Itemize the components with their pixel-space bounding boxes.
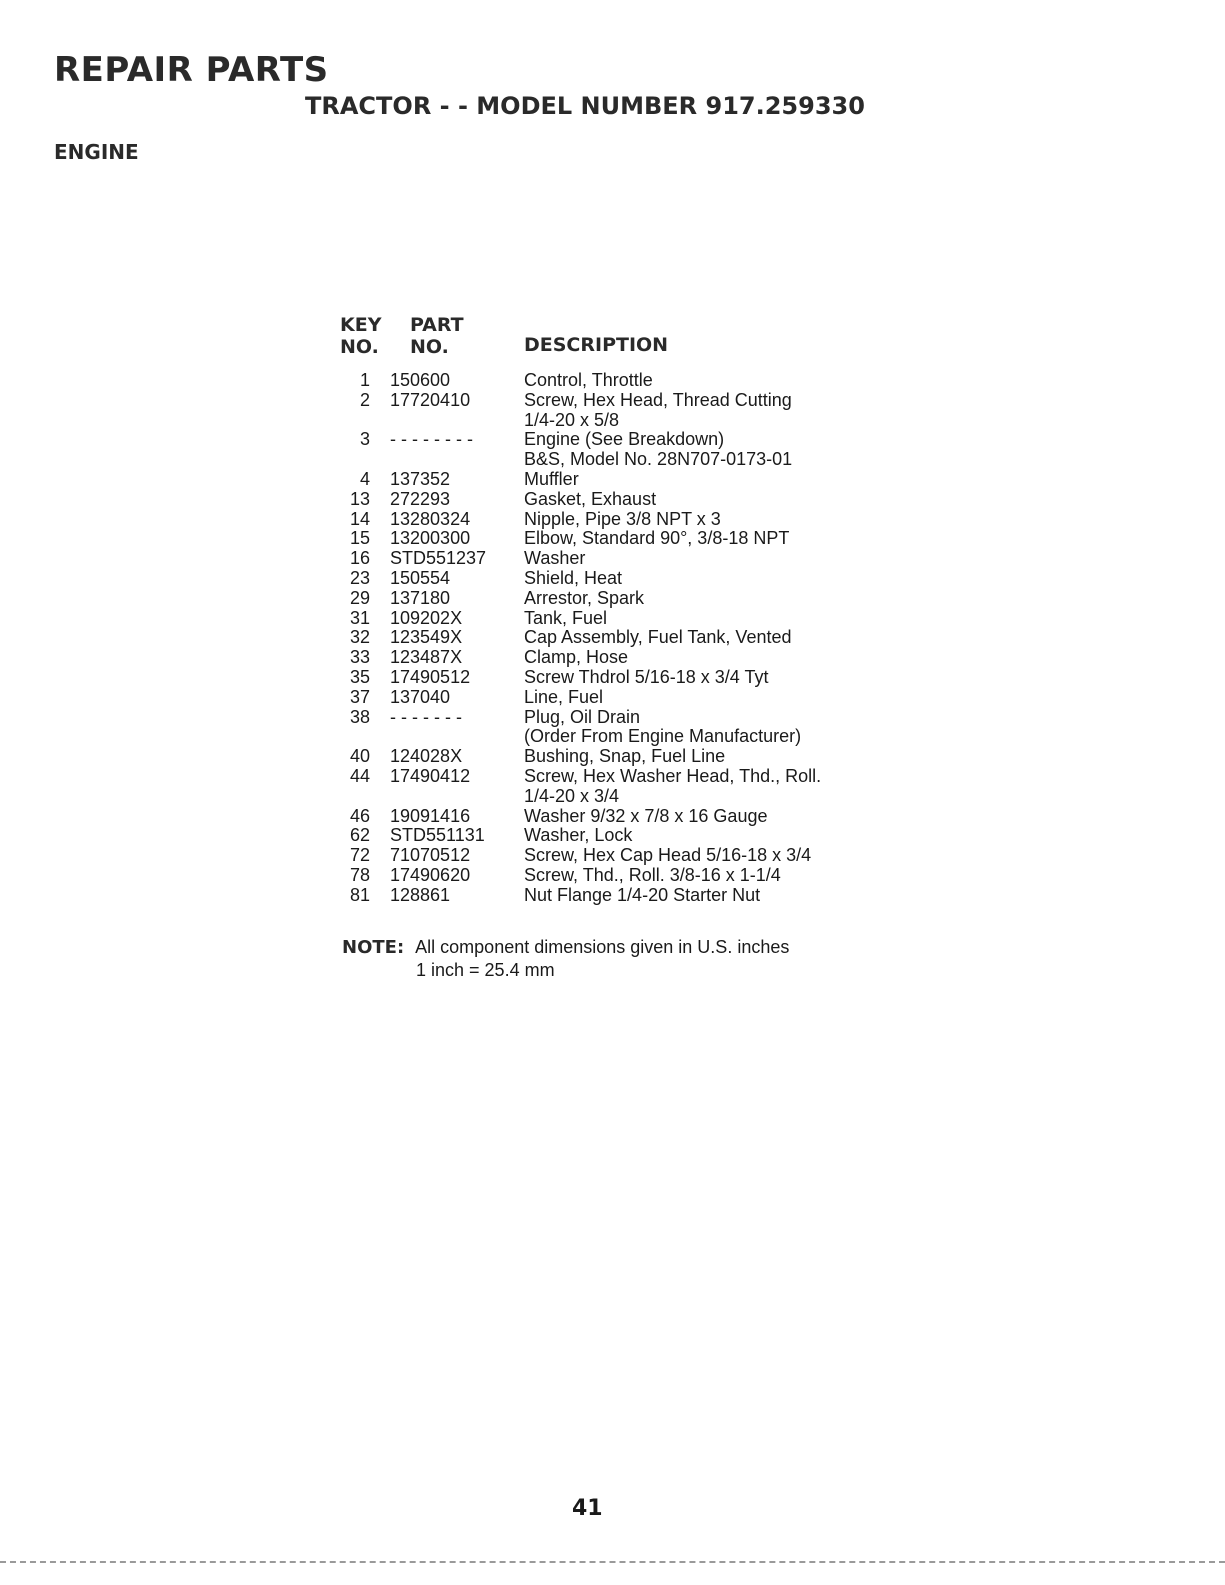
part-description: [504, 668, 898, 688]
part-description: [504, 688, 898, 708]
part-description: [504, 391, 898, 431]
key-number: 38: [349, 706, 370, 727]
table-row: [338, 846, 898, 866]
part-description: [504, 510, 898, 530]
part-description: [504, 807, 898, 827]
description-line: B&S, Model No. 28N707-0173-01: [524, 449, 793, 470]
part-number: 128861: [390, 884, 451, 905]
key-number: 31: [349, 607, 370, 628]
table-body: [338, 371, 898, 906]
table-row: [338, 648, 898, 668]
part-number: 137040: [390, 686, 451, 707]
key-number: 1: [359, 370, 370, 390]
parts-table: [338, 310, 898, 906]
table-row: [338, 767, 898, 807]
part-number: 17490512: [390, 666, 471, 687]
table-row: [338, 470, 898, 490]
description-line: Arrestor, Spark: [524, 587, 645, 608]
key-number: 44: [349, 765, 370, 786]
part-header-line2: NO.: [410, 336, 449, 358]
key-number: 4: [359, 468, 370, 489]
part-description: [504, 569, 898, 589]
key-number: 81: [349, 884, 370, 905]
description-line: Washer, Lock: [524, 825, 633, 846]
description-line: Screw, Hex Head, Thread Cutting: [524, 389, 792, 410]
table-row: [338, 430, 898, 470]
key-number: 29: [349, 587, 370, 608]
part-number: STD551237: [390, 548, 487, 569]
part-description: [504, 886, 898, 906]
description-line: Bushing, Snap, Fuel Line: [524, 746, 726, 767]
part-number: - - - - - - - -: [390, 429, 473, 450]
table-row: [338, 668, 898, 688]
key-number: 15: [349, 528, 370, 549]
part-number: 17720410: [390, 389, 471, 410]
table-row: [338, 510, 898, 530]
part-number: - - - - - - -: [390, 706, 462, 727]
part-header-line1: PART: [410, 314, 464, 336]
key-number: 40: [349, 746, 370, 767]
part-description: [504, 371, 898, 391]
description-line: Screw, Hex Cap Head 5/16-18 x 3/4: [524, 845, 812, 866]
key-number: 2: [359, 389, 370, 410]
note-label: NOTE:: [342, 937, 405, 958]
key-number: 72: [349, 845, 370, 866]
description-line: 1/4-20 x 3/4: [524, 785, 620, 806]
part-number: 71070512: [390, 845, 471, 866]
part-number: 150554: [390, 567, 451, 588]
note-line1: All component dimensions given in U.S. inches: [415, 937, 790, 957]
model-title: TRACTOR - - MODEL NUMBER 917.259330: [305, 92, 865, 120]
note-line2: 1 inch = 25.4 mm: [416, 960, 555, 980]
table-row: [338, 807, 898, 827]
description-line: Control, Throttle: [524, 370, 653, 390]
key-header-line2: NO.: [340, 336, 379, 358]
description-header: DESCRIPTION: [524, 334, 669, 356]
table-row: [338, 688, 898, 708]
section-title: ENGINE: [54, 140, 139, 164]
part-description: [504, 628, 898, 648]
part-number: 137352: [390, 468, 451, 489]
page-title: REPAIR PARTS: [54, 50, 329, 90]
table-row: [338, 886, 898, 906]
part-number: 123549X: [390, 627, 463, 648]
description-line: Nut Flange 1/4-20 Starter Nut: [524, 884, 761, 905]
description-line: Cap Assembly, Fuel Tank, Vented: [524, 627, 792, 648]
part-number: 272293: [390, 488, 451, 509]
table-row: [338, 866, 898, 886]
table-row: [338, 569, 898, 589]
part-description: [504, 767, 898, 807]
key-number: 32: [349, 627, 370, 648]
table-row: [338, 708, 898, 748]
table-header: [338, 310, 898, 362]
bottom-rule: [0, 1561, 1225, 1563]
key-no-header: [340, 314, 381, 358]
description-line: Shield, Heat: [524, 567, 623, 588]
part-description: [504, 430, 898, 470]
table-row: [338, 391, 898, 431]
description-line: Tank, Fuel: [524, 607, 608, 628]
part-description: [504, 866, 898, 886]
description-line: Washer: [524, 548, 586, 569]
part-number: 13200300: [390, 528, 471, 549]
part-description: [504, 609, 898, 629]
key-number: 13: [349, 488, 370, 509]
description-line: Washer 9/32 x 7/8 x 16 Gauge: [524, 805, 768, 826]
part-number: STD551131: [390, 825, 485, 846]
key-number: 46: [349, 805, 370, 826]
part-description: [504, 708, 898, 748]
key-number: 62: [349, 825, 370, 846]
part-number: 150600: [390, 370, 451, 390]
part-no-header: [410, 314, 464, 358]
part-number: 17490412: [390, 765, 471, 786]
part-number: 19091416: [390, 805, 471, 826]
note: [342, 936, 789, 981]
description-line: Engine (See Breakdown): [524, 429, 725, 450]
description-line: Nipple, Pipe 3/8 NPT x 3: [524, 508, 721, 529]
table-row: [338, 490, 898, 510]
key-number: 3: [359, 429, 370, 450]
table-row: [338, 747, 898, 767]
description-line: Line, Fuel: [524, 686, 604, 707]
key-number: 14: [349, 508, 370, 529]
description-line: 1/4-20 x 5/8: [524, 409, 620, 430]
part-description: [504, 470, 898, 490]
description-line: Muffler: [524, 468, 579, 489]
part-number: 124028X: [390, 746, 463, 767]
description-line: Plug, Oil Drain: [524, 706, 641, 727]
key-number: 78: [349, 864, 370, 885]
part-number: 17490620: [390, 864, 471, 885]
part-description: [504, 529, 898, 549]
part-description: [504, 589, 898, 609]
part-number: 137180: [390, 587, 451, 608]
part-description: [504, 648, 898, 668]
table-row: [338, 529, 898, 549]
page-number: 41: [572, 1496, 603, 1521]
table-row: [338, 628, 898, 648]
table-row: [338, 609, 898, 629]
part-number: 13280324: [390, 508, 471, 529]
part-description: [504, 747, 898, 767]
description-line: Screw, Thd., Roll. 3/8-16 x 1-1/4: [524, 864, 781, 885]
table-row: [338, 371, 898, 391]
description-line: Elbow, Standard 90°, 3/8-18 NPT: [524, 528, 790, 549]
description-line: (Order From Engine Manufacturer): [524, 726, 802, 747]
table-row: [338, 589, 898, 609]
table-row: [338, 826, 898, 846]
part-description: [504, 846, 898, 866]
key-number: 33: [349, 647, 370, 668]
key-number: 16: [349, 548, 370, 569]
key-number: 37: [349, 686, 370, 707]
part-description: [504, 826, 898, 846]
key-number: 35: [349, 666, 370, 687]
part-number: 109202X: [390, 607, 463, 628]
description-line: Gasket, Exhaust: [524, 488, 657, 509]
description-line: Screw, Hex Washer Head, Thd., Roll.: [524, 765, 822, 786]
table-row: [338, 549, 898, 569]
description-line: Screw Thdrol 5/16-18 x 3/4 Tyt: [524, 666, 769, 687]
part-description: [504, 490, 898, 510]
part-description: [504, 549, 898, 569]
description-line: Clamp, Hose: [524, 647, 629, 668]
part-number: 123487X: [390, 647, 463, 668]
key-header-line1: KEY: [340, 314, 382, 336]
key-number: 23: [349, 567, 370, 588]
